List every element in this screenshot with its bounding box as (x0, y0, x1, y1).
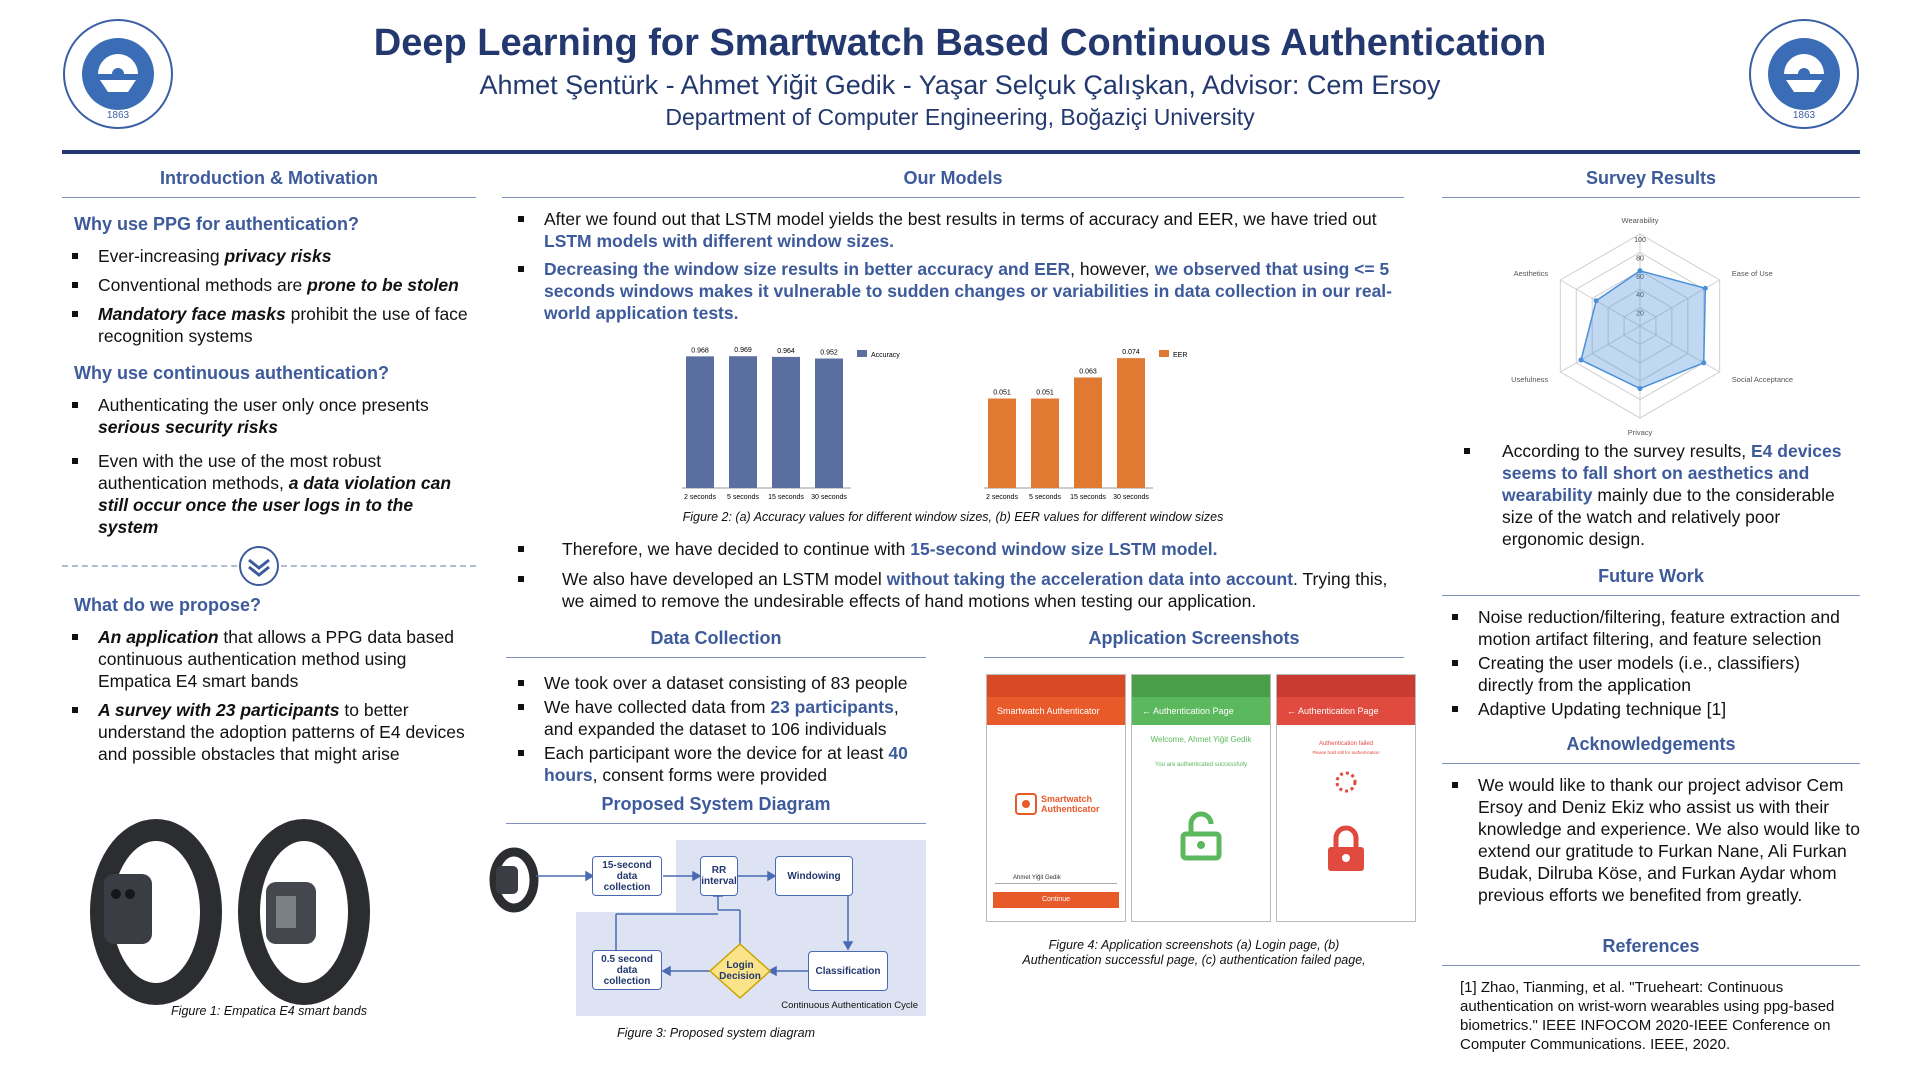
bar-value-label: 0.074 (1122, 349, 1140, 357)
back-arrow-icon[interactable]: ← (1287, 706, 1299, 716)
ack-section (1442, 734, 1860, 913)
section-heading: Proposed System Diagram (601, 794, 831, 814)
list-item: Adaptive Updating technique [1] (1448, 698, 1860, 720)
fail-submessage: Please hold still for authentication (1312, 750, 1380, 755)
axis-label: Privacy (1627, 428, 1653, 437)
list-item: Conventional methods are prone to be stolen (68, 274, 476, 296)
section-heading: Survey Results (1585, 168, 1717, 188)
window-size-charts (670, 328, 1230, 506)
figure-caption: Figure 1: Empatica E4 smart bands (171, 1004, 367, 1018)
success-screenshot (1131, 674, 1271, 922)
diagram-section (506, 794, 926, 824)
refs-section (1442, 936, 1860, 1054)
list-item: An application that allows a PPG data based continuous authentication method using Empatica E4 smart bands (68, 626, 476, 692)
bar (772, 357, 800, 488)
fail-message: Authentication failed (1318, 741, 1374, 747)
locked-padlock-icon (1326, 825, 1366, 873)
list-item: After we found out that LSTM model yields the best results in terms of accuracy and EER, we have tried out LSTM models with different window sizes. (514, 208, 1410, 252)
list-item: A survey with 23 participants to better understand the adoption patterns of E4 devices and possible obstacles that might arise (68, 699, 476, 765)
series-area (1581, 271, 1705, 389)
accuracy-chart (682, 347, 900, 501)
data-point (1579, 358, 1584, 363)
bar (1117, 358, 1145, 488)
node-windowing: Windowing (775, 856, 853, 896)
section-heading: Future Work (1598, 566, 1704, 586)
status-bar (1277, 675, 1415, 697)
poster-title: Deep Learning for Smartwatch Based Continuous Authentication (373, 22, 1547, 64)
welcome-text: Welcome, Ahmet Yiğit Gedik (1150, 735, 1252, 744)
axis-label: Wearability (1621, 216, 1659, 225)
bar-value-label: 0.063 (1079, 368, 1097, 376)
list-item: Therefore, we have decided to continue with 15-second window size LSTM model. (514, 538, 1404, 560)
list-item: Each participant wore the device for at least 40 hours, consent forms were provided (514, 742, 926, 786)
list-item: We have collected data from 23 participants, and expanded the dataset to 106 individuals (514, 696, 926, 740)
divider (1442, 763, 1860, 764)
loading-spinner-icon (1333, 769, 1359, 795)
bar (1031, 399, 1059, 488)
data-point (1701, 360, 1706, 365)
header-divider (62, 150, 1860, 154)
data-collection-section (506, 628, 926, 793)
figure-caption (984, 938, 1404, 968)
section-heading: Acknowledgements (1566, 734, 1736, 754)
survey-radar-chart (1470, 208, 1830, 437)
eer-chart (984, 349, 1187, 501)
bullet-list (1448, 774, 1860, 906)
app-bar-title: Smartwatch Authenticator (987, 697, 1125, 725)
list-item: Even with the use of the most robust authentication methods, a data violation can still occur once the user logs in to the system (68, 450, 476, 538)
unlocked-padlock-icon (1181, 812, 1221, 860)
data-point (1594, 298, 1599, 303)
bar (729, 356, 757, 488)
list-item: Authenticating the user only once presents serious security risks (68, 394, 476, 438)
poster-department: Department of Computer Engineering, Boğaziçi University (665, 104, 1255, 130)
screens-section (984, 628, 1404, 658)
category-label: 15 seconds (768, 494, 804, 501)
intro-section (62, 168, 476, 772)
continue-button[interactable]: Continue (993, 892, 1119, 908)
app-bar-title: ← Authentication Page (1132, 697, 1270, 725)
list-item: We would like to thank our project advisor Cem Ersoy and Deniz Ekiz who assist us with their knowledge and experience. We also would like to extend our gratitude to Furkan Nane, Ali Furkan Budak, Dilruba Köse, and Furkan Aydar whom previous efforts we benefited from greatly. (1448, 774, 1860, 906)
back-arrow-icon[interactable]: ← (1142, 706, 1154, 716)
bar (815, 359, 843, 488)
section-heading: Our Models (903, 168, 1003, 188)
list-item: According to the survey results, E4 devices seems to fall short on aesthetics and wearability mainly due to the considerable size of the watch and relatively poor ergonomic design. (1460, 440, 1860, 550)
bar-value-label: 0.969 (734, 347, 752, 355)
bullet-list (514, 208, 1410, 324)
tick-label: 20 (1636, 310, 1644, 318)
chevron-divider (62, 545, 476, 583)
node-login-decision: Login Decision (719, 960, 761, 982)
section-heading: References (1602, 936, 1700, 956)
shield-icon (1015, 793, 1037, 815)
category-label: 2 seconds (684, 494, 716, 501)
login-screenshot (986, 674, 1126, 922)
bar-value-label: 0.051 (993, 389, 1011, 397)
bar-value-label: 0.964 (777, 347, 795, 355)
divider (506, 823, 926, 824)
subheading: Why use continuous authentication? (74, 363, 389, 383)
brand-line: Smartwatch (1041, 794, 1093, 804)
tick-label: 100 (1634, 237, 1646, 244)
list-item: We took over a dataset consisting of 83 people (514, 672, 926, 694)
legend-label: Accuracy (871, 352, 900, 359)
list-item: Creating the user models (i.e., classifiers) directly from the application (1448, 652, 1860, 696)
legend-swatch (857, 350, 867, 357)
node-15s-collection: 15-second data collection (592, 856, 662, 896)
category-label: 2 seconds (986, 494, 1018, 501)
section-heading: Application Screenshots (1088, 628, 1300, 648)
list-item: Decreasing the window size results in better accuracy and EER, however, we observed that using <= 5 seconds windows makes it vulnerable to sudden changes or variabilities in data collection in our real-world application tests. (514, 258, 1410, 324)
section-heading: Data Collection (650, 628, 782, 648)
survey-section (1442, 168, 1860, 198)
axis-label: Aesthetics (1513, 269, 1549, 278)
subheading: Why use PPG for authentication? (74, 214, 360, 234)
status-bar (1132, 675, 1270, 697)
section-heading: Introduction & Motivation (160, 168, 378, 188)
list-item: Mandatory face masks prohibit the use of face recognition systems (68, 303, 476, 347)
axis-label: Social Acceptance (1731, 375, 1794, 384)
divider (1442, 197, 1860, 198)
category-label: 15 seconds (1070, 494, 1106, 501)
bullet-list (68, 245, 476, 347)
list-item: Noise reduction/filtering, feature extraction and motion artifact filtering, and feature selection (1448, 606, 1860, 650)
poster-authors: Ahmet Şentürk - Ahmet Yiğit Gedik - Yaşar Selçuk Çalışkan, Advisor: Cem Ersoy (479, 70, 1441, 100)
bullet-list (514, 672, 926, 786)
bullet-list (514, 538, 1404, 612)
divider (506, 657, 926, 658)
axis-label: Usefulness (1511, 375, 1549, 384)
axis-label: Ease of Use (1731, 269, 1773, 278)
reference-item: [1] Zhao, Tianming, et al. "Trueheart: Continuous authentication on wrist-worn wearables using ppg-based biometrics." IEEE INFOCOM 2020-IEEE Conference on Computer Communications. IEEE, 2020. (1460, 979, 1835, 1053)
figure-caption: Figure 2: (a) Accuracy values for different window sizes, (b) EER values for different window sizes (682, 510, 1224, 524)
bar-value-label: 0.952 (820, 349, 838, 357)
status-bar (987, 675, 1125, 697)
app-brand (987, 793, 1125, 815)
svg-text:1863: 1863 (1792, 110, 1816, 121)
bullet-list (1460, 440, 1860, 550)
bullet-list (68, 394, 476, 538)
tick-label: 60 (1636, 273, 1644, 281)
list-item: We also have developed an LSTM model without taking the acceleration data into account. Trying this, we aimed to remove the undesirable effects of hand motions when testing our application. (514, 568, 1404, 612)
tick-label: 40 (1636, 292, 1644, 300)
data-point (1638, 268, 1643, 273)
category-label: 5 seconds (727, 494, 759, 501)
models-conclusions (514, 538, 1404, 619)
svg-text:1863: 1863 (106, 110, 130, 121)
failed-screenshot (1276, 674, 1416, 922)
node-rr-interval: RR interval (700, 856, 738, 896)
success-message: You are authenticated successfully (1154, 762, 1248, 768)
survey-text (1460, 440, 1860, 557)
empatica-e4-bands-image (86, 822, 376, 1002)
bar-value-label: 0.051 (1036, 389, 1054, 397)
bullet-list (68, 626, 476, 765)
user-select[interactable]: Ahmet Yiğit Gedik (995, 873, 1117, 884)
double-chevron-down-icon (236, 545, 282, 587)
node-0-5s-collection: 0.5 second data collection (592, 950, 662, 990)
caption-line: Figure 4: Application screenshots (a) Login page, (b) (1048, 938, 1340, 952)
legend-swatch (1159, 350, 1169, 357)
app-bar-title: ← Authentication Page (1277, 697, 1415, 725)
divider (1442, 595, 1860, 596)
figure-caption: Figure 3: Proposed system diagram (616, 1026, 815, 1040)
future-section (1442, 566, 1860, 727)
system-diagram (486, 838, 926, 1018)
category-label: 30 seconds (1113, 494, 1149, 501)
subheading: What do we propose? (74, 595, 261, 615)
bullet-list (1448, 606, 1860, 720)
bar (1074, 377, 1102, 488)
brand-line: Authenticator (1041, 804, 1100, 814)
bar-value-label: 0.968 (691, 347, 709, 355)
divider (62, 197, 476, 198)
bar (988, 399, 1016, 488)
list-item: Ever-increasing privacy risks (68, 245, 476, 267)
data-point (1703, 286, 1708, 291)
divider (1442, 965, 1860, 966)
caption-line: Authentication successful page, (c) authentication failed page, (1022, 953, 1366, 967)
node-classification: Classification (808, 951, 888, 991)
divider (984, 657, 1404, 658)
bar (686, 356, 714, 488)
category-label: 5 seconds (1029, 494, 1061, 501)
legend-label: EER (1173, 352, 1188, 359)
data-point (1638, 386, 1643, 391)
models-section (502, 168, 1410, 331)
divider (502, 197, 1404, 198)
category-label: 30 seconds (811, 494, 847, 501)
tick-label: 80 (1636, 255, 1644, 263)
cycle-label: Continuous Authentication Cycle (781, 1000, 918, 1011)
